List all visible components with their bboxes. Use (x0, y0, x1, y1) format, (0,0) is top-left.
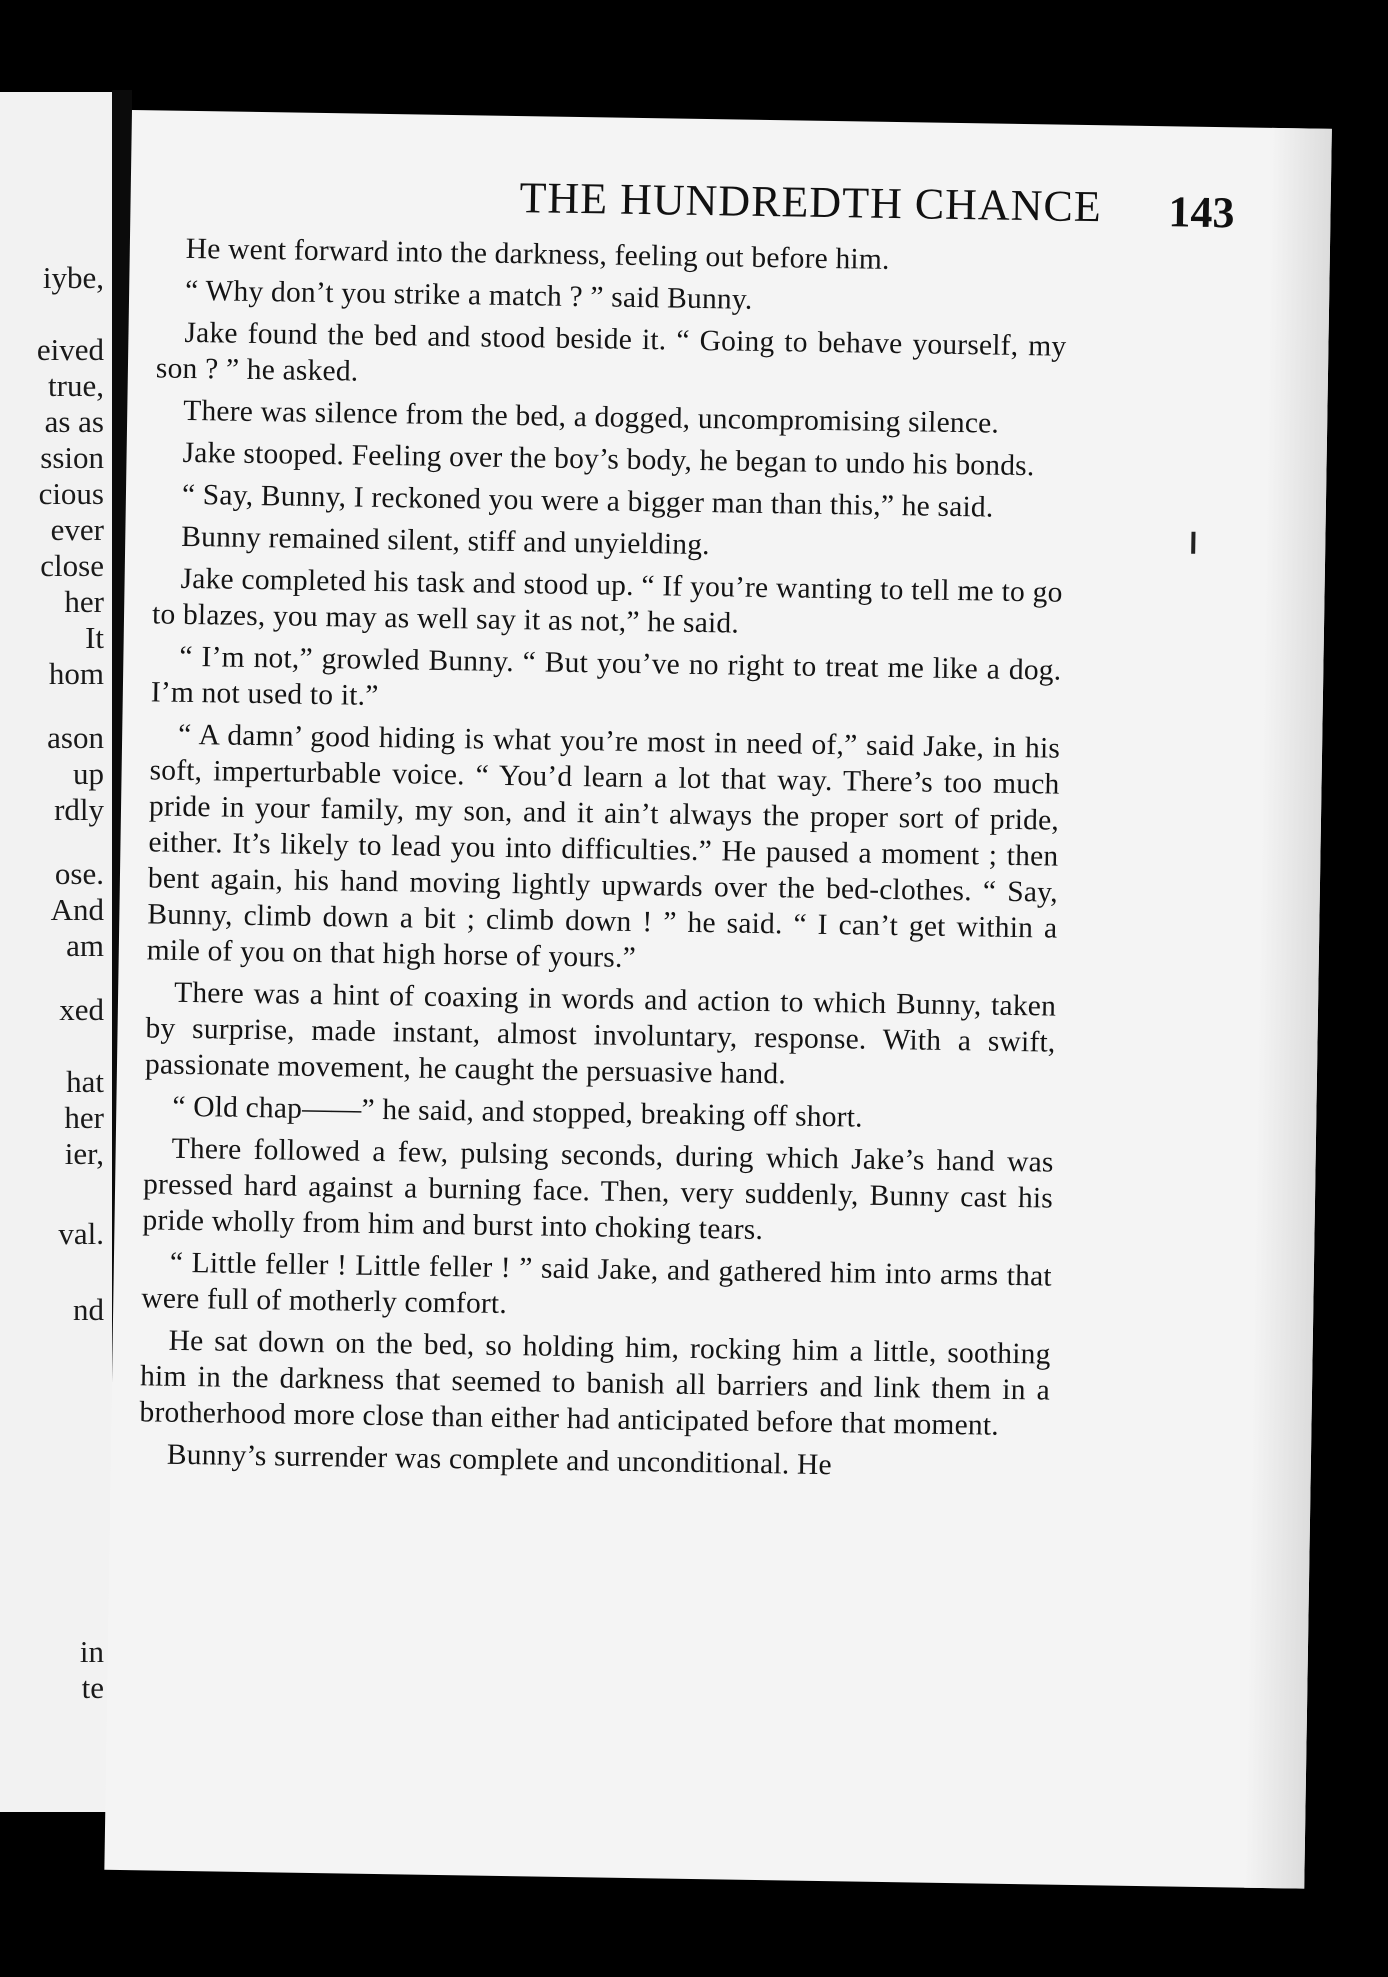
prev-line-6: cious (38, 476, 104, 511)
prev-line-4: as as (44, 404, 104, 439)
prev-line-10: It (85, 620, 104, 655)
paragraph: There was a hint of coaxing in words and action to which Bunny, taken by surprise, made instant, almost involuntary, response. With a swift, passionate movement, he caught the persuasive hand. (144, 976, 1057, 1091)
paragraph: “ Old chap——” he said, and stopped, breaking off short. (172, 1090, 863, 1134)
paragraph: Bunny’s surrender was complete and unconditional. He (166, 1438, 833, 1482)
prev-line-24: in (79, 1634, 104, 1669)
paragraph: “ I’m not,” growled Bunny. “ But you’ve no right to treat me like a dog. I’m not used to it.” (150, 640, 1062, 712)
prev-line-14: rdly (54, 792, 104, 827)
previous-page (0, 92, 112, 1812)
page-number: 143 (1168, 187, 1235, 238)
paragraph: Jake completed his task and stood up. “ If you’re wanting to tell me to go to blazes, you may as well say it as not,” he said. (151, 562, 1063, 640)
paragraph: “ Why don’t you strike a match ? ” said Bunny. (184, 274, 753, 316)
page-edge-shadow (1244, 128, 1332, 1889)
prev-line-2: eived (36, 332, 104, 367)
prev-line-17: am (66, 928, 104, 963)
prev-line-23: nd (73, 1292, 104, 1327)
book-page (104, 110, 1331, 1889)
prev-line-8: close (40, 548, 104, 583)
prev-line-1: iybe, (42, 260, 104, 295)
prev-line-20: her (64, 1100, 104, 1135)
prev-line-22: val. (58, 1216, 104, 1251)
prev-line-5: ssion (40, 440, 104, 475)
prev-line-19: hat (66, 1064, 104, 1099)
prev-line-21: ier, (64, 1136, 104, 1171)
paragraph: “ Say, Bunny, I reckoned you were a bigger man than this,” he said. (181, 478, 994, 524)
paragraph: Jake found the bed and stood beside it. “ Going to behave yourself, my son ? ” he asked. (155, 316, 1067, 388)
paragraph: There followed a few, pulsing seconds, during which Jake’s hand was pressed hard against a burning face. Then, very suddenly, Bunny cast his pride wholly from him and burst into choking tears. (142, 1132, 1054, 1247)
running-title: THE HUNDREDTH CHANCE (519, 173, 1103, 232)
paragraph: “ Little feller ! Little feller ! ” said Jake, and gathered him into arms that were full of motherly comfort. (141, 1246, 1053, 1321)
prev-line-16: And (50, 892, 104, 927)
prev-line-13: up (73, 756, 104, 791)
ink-speck (1191, 532, 1195, 554)
prev-line-7: ever (50, 512, 104, 547)
prev-line-9: her (64, 584, 104, 619)
paragraph: There was silence from the bed, a dogged, uncompromising silence. (183, 394, 1000, 440)
paragraph: He sat down on the bed, so holding him, rocking him a little, soothing him in the darkness that seemed to banish all barriers and link them in a brotherhood more close than either had anticipated before that moment. (139, 1324, 1051, 1442)
prev-line-12: ason (47, 720, 104, 755)
page-header (130, 166, 1331, 236)
prev-line-15: ose. (54, 856, 104, 891)
prev-line-11: hom (48, 656, 104, 691)
paragraph: Jake stooped. Feeling over the boy’s body, he began to undo his bonds. (182, 436, 1035, 483)
prev-line-18: xed (59, 992, 104, 1027)
body-text (139, 230, 1068, 1492)
paragraph: “ A damn’ good hiding is what you’re most in need of,” said Jake, in his soft, imperturbable voice. “ You’d learn a lot that way. There’s too much pride in your family, my son, and it ain’t always the proper sort of pride, either. It’s likely to lead you into difficulties.” He paused a moment ; then bent again, his hand moving lightly upwards over the bed-clothes. “ Say, Bunny, climb down a bit ; climb down ! ” he said. “ I can’t get within a mile of you on that high horse of yours.” (146, 718, 1061, 975)
paragraph: He went forward into the darkness, feeling out before him. (185, 232, 890, 276)
prev-line-3: true, (48, 368, 104, 403)
prev-line-25: te (81, 1670, 104, 1705)
paragraph: Bunny remained silent, stiff and unyielding. (181, 520, 711, 562)
